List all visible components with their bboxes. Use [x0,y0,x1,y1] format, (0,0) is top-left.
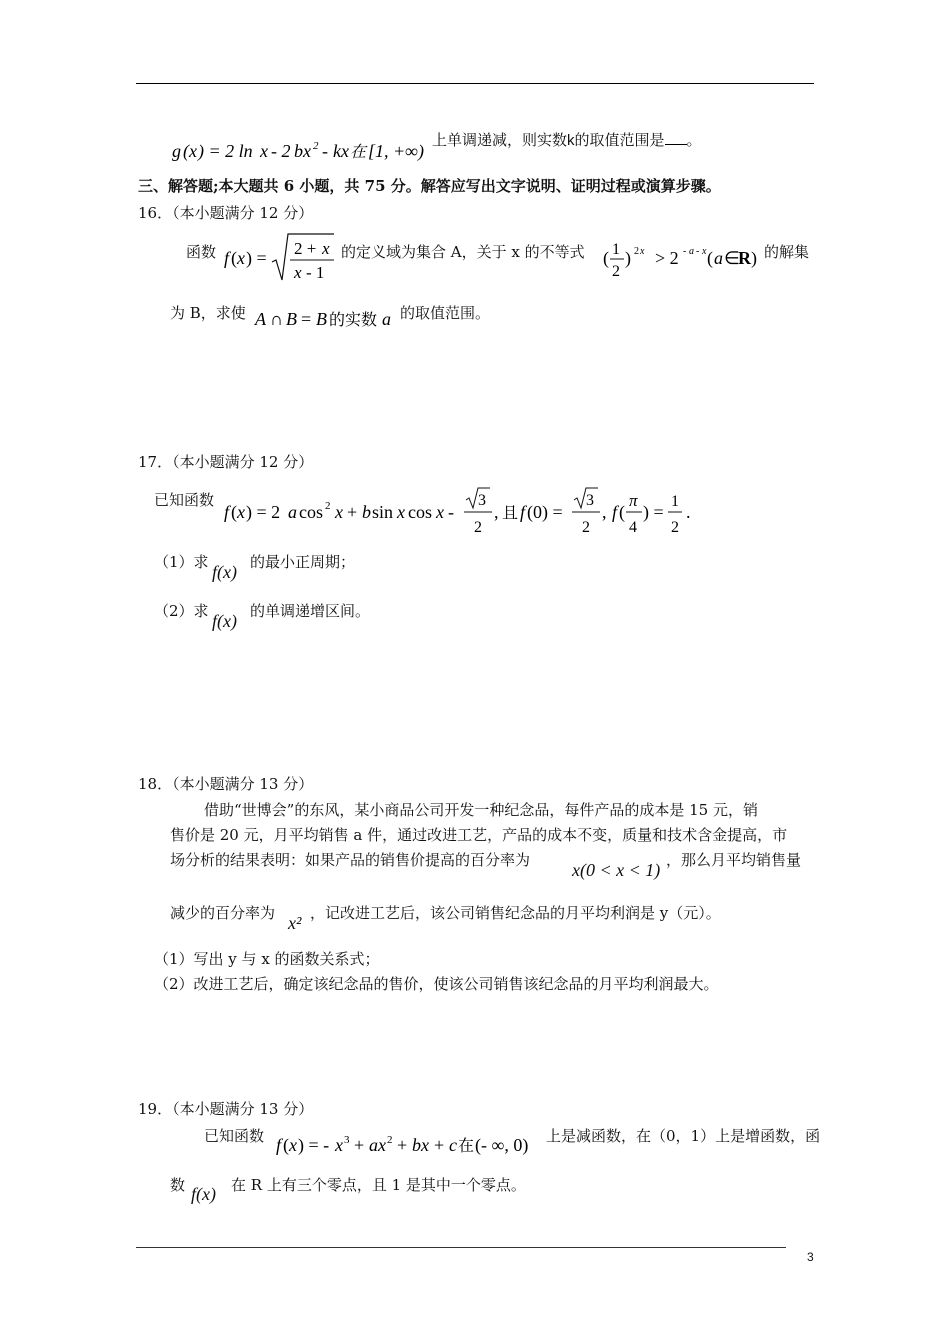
q18-rate-formula: x(0 < x < 1) [572,860,661,880]
q17-part1-b: 的最小正周期； [250,553,356,571]
svg-text:1: 1 [612,241,620,258]
svg-text:(: ( [231,502,237,522]
svg-text:2: 2 [634,246,639,257]
q16-line1-c: 的解集 [764,243,810,261]
svg-text:(: ( [283,1135,289,1155]
q18-part1: （1）写出 y 与 x 的函数关系式； [154,950,380,968]
q18-head: 18．（本小题满分 13 分） [138,775,314,793]
svg-text:[1, +∞): [1, +∞) [368,141,424,161]
svg-text:,: , [494,502,499,522]
svg-text:-: - [322,141,328,161]
svg-text:B: B [316,309,327,329]
q15-k: k [567,132,575,149]
svg-text:2: 2 [671,519,679,536]
svg-text:-: - [448,502,454,522]
q15-text-before-k: 上单调递减，则实数 [432,131,568,149]
svg-text:) =: ) = [246,248,267,268]
svg-text:ax: ax [369,1135,386,1155]
svg-text:2 +: 2 + [294,239,317,258]
q16-domain-formula [222,232,340,290]
svg-text:2: 2 [612,263,620,280]
svg-text:bx: bx [294,141,311,161]
svg-text:(: ( [183,141,189,161]
svg-text:(: ( [603,248,609,268]
q19-given: 已知函数 [204,1127,265,1145]
svg-text:> 2: > 2 [655,248,679,268]
svg-text:- 2: - 2 [271,141,291,161]
svg-text:且: 且 [502,503,519,522]
svg-text:.: . [686,502,691,522]
svg-text:1: 1 [671,493,679,510]
svg-text:+: + [397,1135,408,1155]
q17-part2-b: 的单调递增区间。 [250,602,371,620]
q17-part1-f: f(x) [212,562,237,582]
svg-text:) = 2 ln: ) = 2 ln [198,141,253,161]
q17-head: 17．（本小题满分 12 分） [138,453,314,471]
q18-paragraph-line4-b: ，记改进工艺后，该公司销售纪念品的月平均利润是 y（元）。 [310,904,721,922]
svg-text:sin: sin [372,502,394,522]
svg-text:-: - [696,246,700,257]
section3-title: 三、解答题;本大题共 6 小题，共 75 分。解答应写出文字说明、证明过程或演算步骤。 [138,177,721,195]
q19-formula [274,1132,546,1162]
svg-text:4: 4 [629,519,637,536]
svg-text:f: f [224,502,230,522]
svg-text:2: 2 [313,140,319,152]
q16-line2-a: 为 B，求使 [170,304,246,322]
svg-text:x: x [335,502,343,522]
q17-given: 已知函数 [154,491,215,509]
svg-text:) = -: ) = - [298,1135,330,1155]
svg-text:+: + [434,1135,445,1155]
svg-text:(: ( [231,248,237,268]
svg-text:bx: bx [412,1135,429,1155]
svg-text:(0) =: (0) = [527,502,563,522]
svg-text:A: A [255,309,266,329]
svg-text:kx: kx [333,141,349,161]
svg-text:) = 2: ) = 2 [246,502,281,522]
svg-text:a: a [288,502,297,522]
q16-inequality-svg [603,232,763,286]
svg-text:3: 3 [344,1134,350,1146]
q17-formula-svg [222,484,702,544]
svg-text:x: x [640,246,645,257]
svg-text:x: x [436,502,444,522]
svg-text:a: a [382,309,391,329]
q19-head: 19．（本小题满分 13 分） [138,1100,314,1118]
svg-text:): ) [625,248,631,268]
svg-text:f: f [520,502,526,522]
svg-text:在: 在 [350,142,367,161]
svg-text:b: b [362,502,371,522]
q17-formula [222,484,702,548]
q16-line1-b: 的定义域为集合 A，关于 x 的不等式 [341,243,585,261]
svg-text:): ) [751,248,757,268]
svg-text:x: x [189,141,197,161]
svg-text:f: f [612,502,618,522]
svg-text:B: B [286,309,297,329]
q19-formula-svg [274,1132,546,1158]
q15-formula [170,138,432,169]
svg-text:x: x [237,248,245,268]
q16-condition-formula [253,305,401,337]
svg-text:(: ( [707,248,713,268]
q19-line2-a: 数 [170,1176,186,1194]
svg-text:3: 3 [586,492,594,509]
q17-part1-a: （1）求 [154,553,209,571]
svg-text:x: x [335,1135,343,1155]
q16-inequality [603,232,763,290]
q16-head: 16．（本小题满分 12 分） [138,204,314,222]
q16-condition-formula-svg [253,305,401,333]
q19-line1-b: 上是减函数，在（0，1）上是增函数，函 [546,1127,821,1145]
q18-paragraph-line2: 售价是 20 元，月平均销售 a 件，通过改进工艺，产品的成本不变，质量和技术含金提高，市 [170,826,788,844]
q19-line2-f: f(x) [191,1184,216,1204]
svg-text:2: 2 [325,500,331,512]
svg-text:∈: ∈ [724,248,740,268]
header-rule [136,83,814,84]
svg-text:π: π [629,491,638,510]
q18-x-squared: x² [288,913,302,933]
q18-part2: （2）改进工艺后，确定该纪念品的售价，使该公司销售该纪念品的月平均利润最大。 [154,975,719,993]
svg-text:2: 2 [387,1134,393,1146]
q18-paragraph-line4-a: 减少的百分率为 [170,904,276,922]
svg-text:x: x [702,246,707,257]
svg-text:在: 在 [458,1136,475,1155]
svg-text:(: ( [619,502,625,522]
svg-text:(- ∞, 0): (- ∞, 0) [475,1135,529,1155]
svg-text:+: + [347,502,358,522]
svg-text:x: x [237,502,245,522]
svg-text:a: a [714,248,723,268]
q15-end: 。 [686,131,702,149]
page-number: 3 [807,1250,814,1264]
svg-text:cos: cos [299,502,323,522]
q15-text-after-k: 的取值范围是 [574,131,665,149]
q16-line2-b: 的取值范围。 [400,304,491,322]
svg-text:x: x [294,263,302,282]
svg-text:- 1: - 1 [306,263,325,282]
svg-text:x: x [260,141,268,161]
svg-text:=: = [301,309,312,329]
q18-paragraph-line3-b: ，那么月平均销售量 [666,851,802,869]
svg-text:R: R [738,248,751,268]
svg-text:cos: cos [408,502,432,522]
svg-text:x: x [322,239,330,258]
q18-paragraph-line3-a: 场分析的结果表明：如果产品的销售价提高的百分率为 [170,851,531,869]
q19-line2-b: 在 R 上有三个零点，且 1 是其中一个零点。 [231,1176,526,1194]
svg-text:c: c [449,1135,457,1155]
svg-text:的实数: 的实数 [329,310,378,329]
svg-text:-: - [683,246,687,257]
q15-text [432,130,702,151]
q16-line1-a: 函数 [186,243,217,261]
svg-text:a: a [689,246,694,257]
svg-text:2: 2 [474,519,482,536]
svg-text:x: x [289,1135,297,1155]
svg-text:+: + [354,1135,365,1155]
svg-text:f: f [224,248,230,268]
q15-formula-svg [170,138,432,164]
svg-text:2: 2 [582,519,590,536]
q15-answer-blank [665,132,687,145]
svg-text:f: f [276,1135,282,1155]
svg-text:,: , [602,502,607,522]
svg-text:) =: ) = [643,502,664,522]
svg-text:3: 3 [478,492,486,509]
q16-domain-formula-svg [222,232,340,286]
q17-part2-a: （2）求 [154,602,209,620]
svg-text:∩: ∩ [270,309,283,329]
q18-paragraph-line1: 借助“世博会”的东风，某小商品公司开发一种纪念品，每件产品的成本是 15 元，销 [204,801,758,819]
footer-rule [136,1247,786,1248]
q17-part2-f: f(x) [212,611,237,631]
svg-text:x: x [397,502,405,522]
svg-text:g: g [172,141,181,161]
